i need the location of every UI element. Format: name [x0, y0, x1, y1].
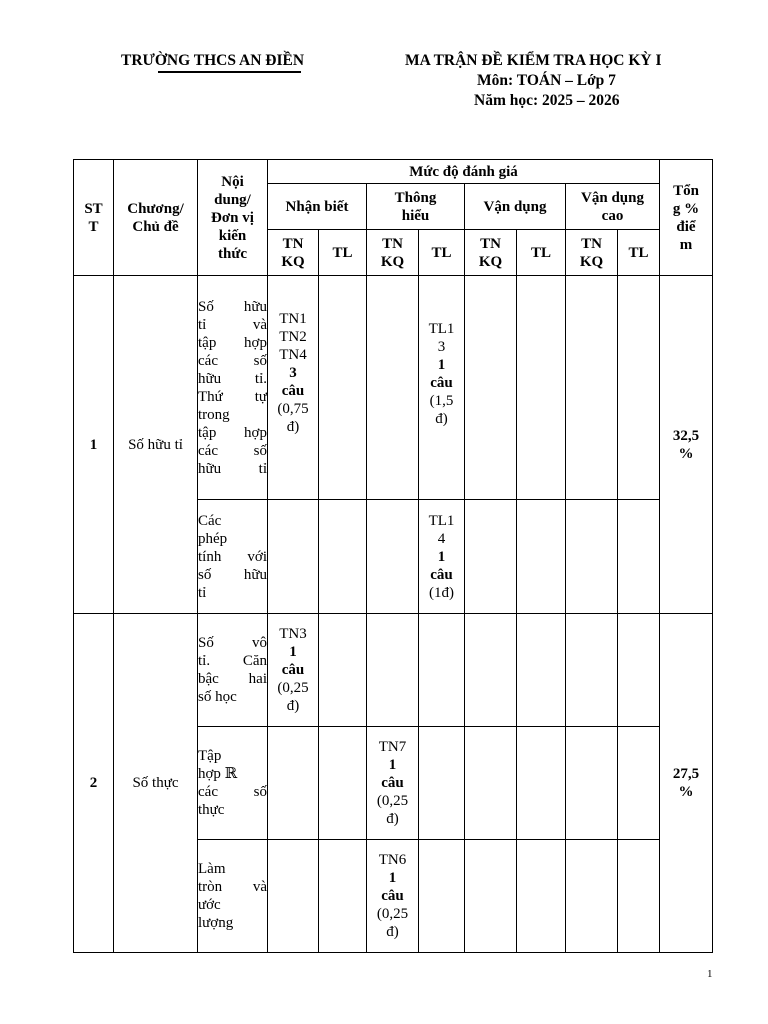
- school-name: TRƯỜNG THCS AN ĐIỀN: [121, 52, 305, 69]
- vdc-tnkq-cell: [566, 276, 618, 500]
- level-van-dung: Vận dụng: [465, 184, 566, 230]
- nb-tl-cell: [319, 276, 367, 500]
- nb-tl-cell: [319, 614, 367, 727]
- unit-content: Các phép tính với số hữu tỉ: [198, 500, 268, 614]
- th-tnkq-cell: [367, 500, 419, 614]
- nb-tl-cell: [319, 500, 367, 614]
- assessment-level-header: Mức độ đánh giá: [268, 160, 660, 184]
- sub-tnkq: TN KQ: [566, 230, 618, 276]
- row-total: 27,5 %: [660, 614, 713, 953]
- vd-tl-cell: [517, 840, 566, 953]
- header-row-1: [74, 160, 713, 184]
- sub-tnkq: TN KQ: [268, 230, 319, 276]
- row-stt: 1: [74, 276, 114, 614]
- nb-tnkq-cell: [268, 500, 319, 614]
- nb-tl-cell: [319, 727, 367, 840]
- vd-tnkq-cell: [465, 500, 517, 614]
- exam-matrix-table: [73, 159, 713, 953]
- nb-tl-cell: [319, 840, 367, 953]
- col-content-header: Nội dung/ Đơn vị kiến thức: [198, 160, 268, 276]
- table-row: [74, 614, 713, 727]
- vdc-tl-cell: [618, 614, 660, 727]
- vdc-tnkq-cell: [566, 727, 618, 840]
- th-tl-cell: [419, 614, 465, 727]
- sub-tl: TL: [618, 230, 660, 276]
- vdc-tl-cell: [618, 500, 660, 614]
- vdc-tnkq-cell: [566, 840, 618, 953]
- vd-tl-cell: [517, 727, 566, 840]
- th-tl-cell: TL1 4 1 câu (1đ): [419, 500, 465, 614]
- row-chapter: Số thực: [114, 614, 198, 953]
- th-tnkq-cell: TN7 1 câu (0,25 đ): [367, 727, 419, 840]
- vd-tl-cell: [517, 500, 566, 614]
- vd-tnkq-cell: [465, 614, 517, 727]
- school-underline: [158, 71, 301, 73]
- nb-tnkq-cell: [268, 727, 319, 840]
- vdc-tl-cell: [618, 727, 660, 840]
- nb-tnkq-cell: TN1 TN2 TN4 3 câu (0,75 đ): [268, 276, 319, 500]
- nb-tnkq-cell: [268, 840, 319, 953]
- level-thong-hieu: Thông hiểu: [367, 184, 465, 230]
- col-total-header: Tổn g % điể m: [660, 160, 713, 276]
- nb-tnkq-cell: TN3 1 câu (0,25 đ): [268, 614, 319, 727]
- col-chapter-header: Chương/ Chủ đề: [114, 160, 198, 276]
- sub-tnkq: TN KQ: [367, 230, 419, 276]
- vd-tnkq-cell: [465, 840, 517, 953]
- vd-tl-cell: [517, 614, 566, 727]
- row-stt: 2: [74, 614, 114, 953]
- th-tnkq-cell: [367, 614, 419, 727]
- table-row: [74, 276, 713, 500]
- vdc-tnkq-cell: [566, 614, 618, 727]
- exam-title: MA TRẬN ĐỀ KIỂM TRA HỌC KỲ I: [405, 52, 662, 69]
- level-nhan-biet: Nhận biết: [268, 184, 367, 230]
- col-stt-header: ST T: [74, 160, 114, 276]
- th-tnkq-cell: [367, 276, 419, 500]
- vd-tnkq-cell: [465, 727, 517, 840]
- th-tl-cell: TL1 3 1 câu (1,5 đ): [419, 276, 465, 500]
- row-chapter: Số hữu tỉ: [114, 276, 198, 614]
- unit-content: Tập hợp ℝ các số thực: [198, 727, 268, 840]
- level-van-dung-cao: Vận dụng cao: [566, 184, 660, 230]
- vd-tl-cell: [517, 276, 566, 500]
- exam-subject: Môn: TOÁN – Lớp 7: [477, 72, 616, 89]
- sub-tnkq: TN KQ: [465, 230, 517, 276]
- th-tl-cell: [419, 840, 465, 953]
- vdc-tl-cell: [618, 276, 660, 500]
- sub-tl: TL: [319, 230, 367, 276]
- unit-content: Làm tròn và ước lượng: [198, 840, 268, 953]
- sub-tl: TL: [419, 230, 465, 276]
- row-total: 32,5 %: [660, 276, 713, 614]
- vdc-tl-cell: [618, 840, 660, 953]
- sub-tl: TL: [517, 230, 566, 276]
- th-tnkq-cell: TN6 1 câu (0,25 đ): [367, 840, 419, 953]
- page-number: 1: [707, 968, 713, 980]
- unit-content: Số hữu tỉ và tập hợp các số hữu tỉ. Thứ tự trong tập hợp các số hữu tỉ: [198, 276, 268, 500]
- vd-tnkq-cell: [465, 276, 517, 500]
- unit-content: Số vô tỉ. Căn bậc hai số học: [198, 614, 268, 727]
- school-year: Năm học: 2025 – 2026: [474, 92, 620, 109]
- th-tl-cell: [419, 727, 465, 840]
- vdc-tnkq-cell: [566, 500, 618, 614]
